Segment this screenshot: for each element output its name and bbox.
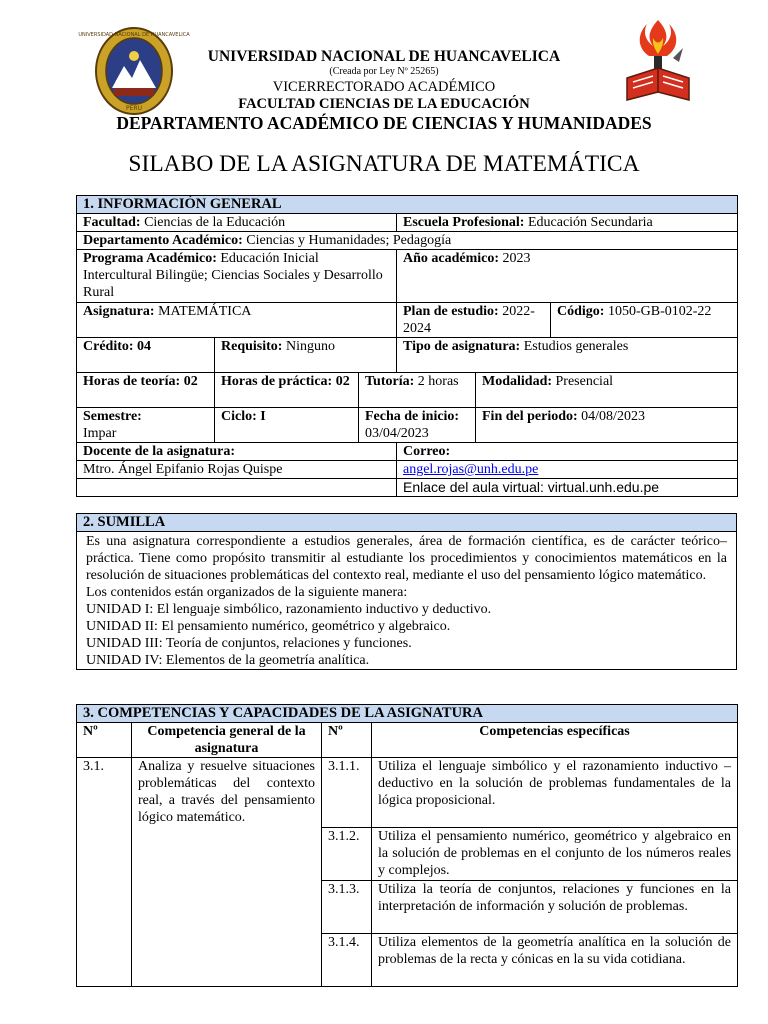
aula-virtual-cell: Enlace del aula virtual: virtual.unh.edu.pe	[397, 479, 738, 497]
unit-4: UNIDAD IV: Elementos de la geometría analítica.	[86, 653, 370, 668]
svg-text:WAIRA WILLKA: WAIRA WILLKA	[115, 80, 153, 86]
programa-cell: Programa Académico: Educación Inicial Intercultural Bilingüe; Ciencias Sociales y Desarrollo Rural	[77, 250, 397, 303]
general-info-table	[76, 195, 738, 497]
col-number2-header: Nº	[322, 723, 372, 758]
creation-law: (Creada por Ley Nº 25265)	[329, 66, 439, 77]
section-3-heading: 3. COMPETENCIAS Y CAPACIDADES DE LA ASIGNATURA	[77, 705, 738, 723]
especifica-text: Utiliza la teoría de conjuntos, relaciones y funciones en la interpretación de información y solución de problemas.	[372, 881, 738, 934]
especifica-text: Utiliza el pensamiento numérico, geométrico y algebraico en la solución de problemas en el conjunto de los números reales y complejos.	[372, 828, 738, 881]
especifica-text: Utiliza elementos de la geometría analítica en la solución de problemas de la recta y cónicas en la su vida cotidiana.	[372, 934, 738, 987]
sumilla-paragraph: Es una asignatura correspondiente a estudios generales, área de formación científica, es de carácter teórico–práctica. Tiene como propósito transmitir al estudiante los procedimientos y conocimientos matemáticos en la resolución de situaciones problemáticas del contexto real, mediante el uso del pensamiento lógico matemático.	[86, 534, 727, 583]
ciclo-cell: Ciclo: I	[215, 408, 359, 443]
col-general-header: Competencia general de la asignatura	[132, 723, 322, 758]
tipo-cell: Tipo de asignatura: Estudios generales	[397, 338, 738, 373]
credito-cell: Crédito: 04	[77, 338, 215, 373]
unit-1: UNIDAD I: El lenguaje simbólico, razonamiento inductivo y deductivo.	[86, 602, 492, 617]
department-name: DEPARTAMENTO ACADÉMICO DE CIENCIAS Y HUMANIDADES	[116, 113, 652, 133]
fecha-inicio-cell: Fecha de inicio: 03/04/2023	[359, 408, 476, 443]
correo-label-cell: Correo:	[397, 443, 738, 461]
svg-text:PERU: PERU	[126, 105, 142, 112]
general-competencia-text: Analiza y resuelve situaciones problemáticas del contexto real, a través del pensamiento lógico matemático.	[132, 758, 322, 987]
vicerrectorado: VICERRECTORADO ACADÉMICO	[272, 79, 496, 95]
sumilla-body	[77, 532, 737, 670]
correo-value-cell	[397, 461, 738, 479]
anio-cell: Año académico: 2023	[397, 250, 738, 303]
especifica-text: Utiliza el lenguaje simbólico y el razonamiento inductivo – deductivo en la solución de problemas fundamentales de la lógica proposicional.	[372, 758, 738, 828]
unit-2: UNIDAD II: El pensamiento numérico, geométrico y algebraico.	[86, 619, 451, 634]
docente-label-cell: Docente de la asignatura:	[77, 443, 397, 461]
departamento-cell: Departamento Académico: Ciencias y Humanidades; Pedagogía	[77, 232, 738, 250]
col-number-header: Nº	[77, 723, 132, 758]
col-especificas-header: Competencias específicas	[372, 723, 738, 758]
docente-name-cell: Mtro. Ángel Epifanio Rojas Quispe	[77, 461, 397, 479]
faculty-name: FACULTAD CIENCIAS DE LA EDUCACIÓN	[238, 96, 530, 112]
fin-periodo-cell: Fin del periodo: 04/08/2023	[476, 408, 738, 443]
facultad-cell: Facultad: Ciencias de la Educación	[77, 214, 397, 232]
section-1-heading: 1. INFORMACIÓN GENERAL	[77, 196, 738, 214]
asignatura-cell: Asignatura: MATEMÁTICA	[77, 303, 397, 338]
plan-cell: Plan de estudio: 2022-2024	[397, 303, 551, 338]
tutoria-cell: Tutoría: 2 horas	[359, 373, 476, 408]
especifica-number: 3.1.2.	[322, 828, 372, 881]
especifica-number: 3.1.3.	[322, 881, 372, 934]
unit-3: UNIDAD III: Teoría de conjuntos, relaciones y funciones.	[86, 636, 412, 651]
requisito-cell: Requisito: Ninguno	[215, 338, 397, 373]
email-link[interactable]: angel.rojas@unh.edu.pe	[403, 462, 539, 477]
sumilla-intro: Los contenidos están organizados de la siguiente manera:	[86, 585, 408, 600]
general-number: 3.1.	[77, 758, 132, 987]
horas-teoria-cell: Horas de teoría: 02	[77, 373, 215, 408]
especifica-number: 3.1.1.	[322, 758, 372, 828]
especifica-number: 3.1.4.	[322, 934, 372, 987]
page-title: SILABO DE LA ASIGNATURA DE MATEMÁTICA	[128, 151, 640, 177]
blank-cell	[77, 479, 397, 497]
horas-practica-cell: Horas de práctica: 02	[215, 373, 359, 408]
section-2-heading: 2. SUMILLA	[77, 514, 737, 532]
svg-text:UNIVERSIDAD NACIONAL DE HUANCA: UNIVERSIDAD NACIONAL DE HUANCAVELICA	[78, 32, 190, 38]
sumilla-table	[76, 513, 737, 670]
semestre-cell: Semestre: Impar	[77, 408, 215, 443]
university-name: UNIVERSIDAD NACIONAL DE HUANCAVELICA	[207, 48, 561, 65]
escuela-cell: Escuela Profesional: Educación Secundaria	[397, 214, 738, 232]
codigo-cell: Código: 1050-GB-0102-22	[551, 303, 738, 338]
modalidad-cell: Modalidad: Presencial	[476, 373, 738, 408]
competencias-table	[76, 704, 738, 987]
